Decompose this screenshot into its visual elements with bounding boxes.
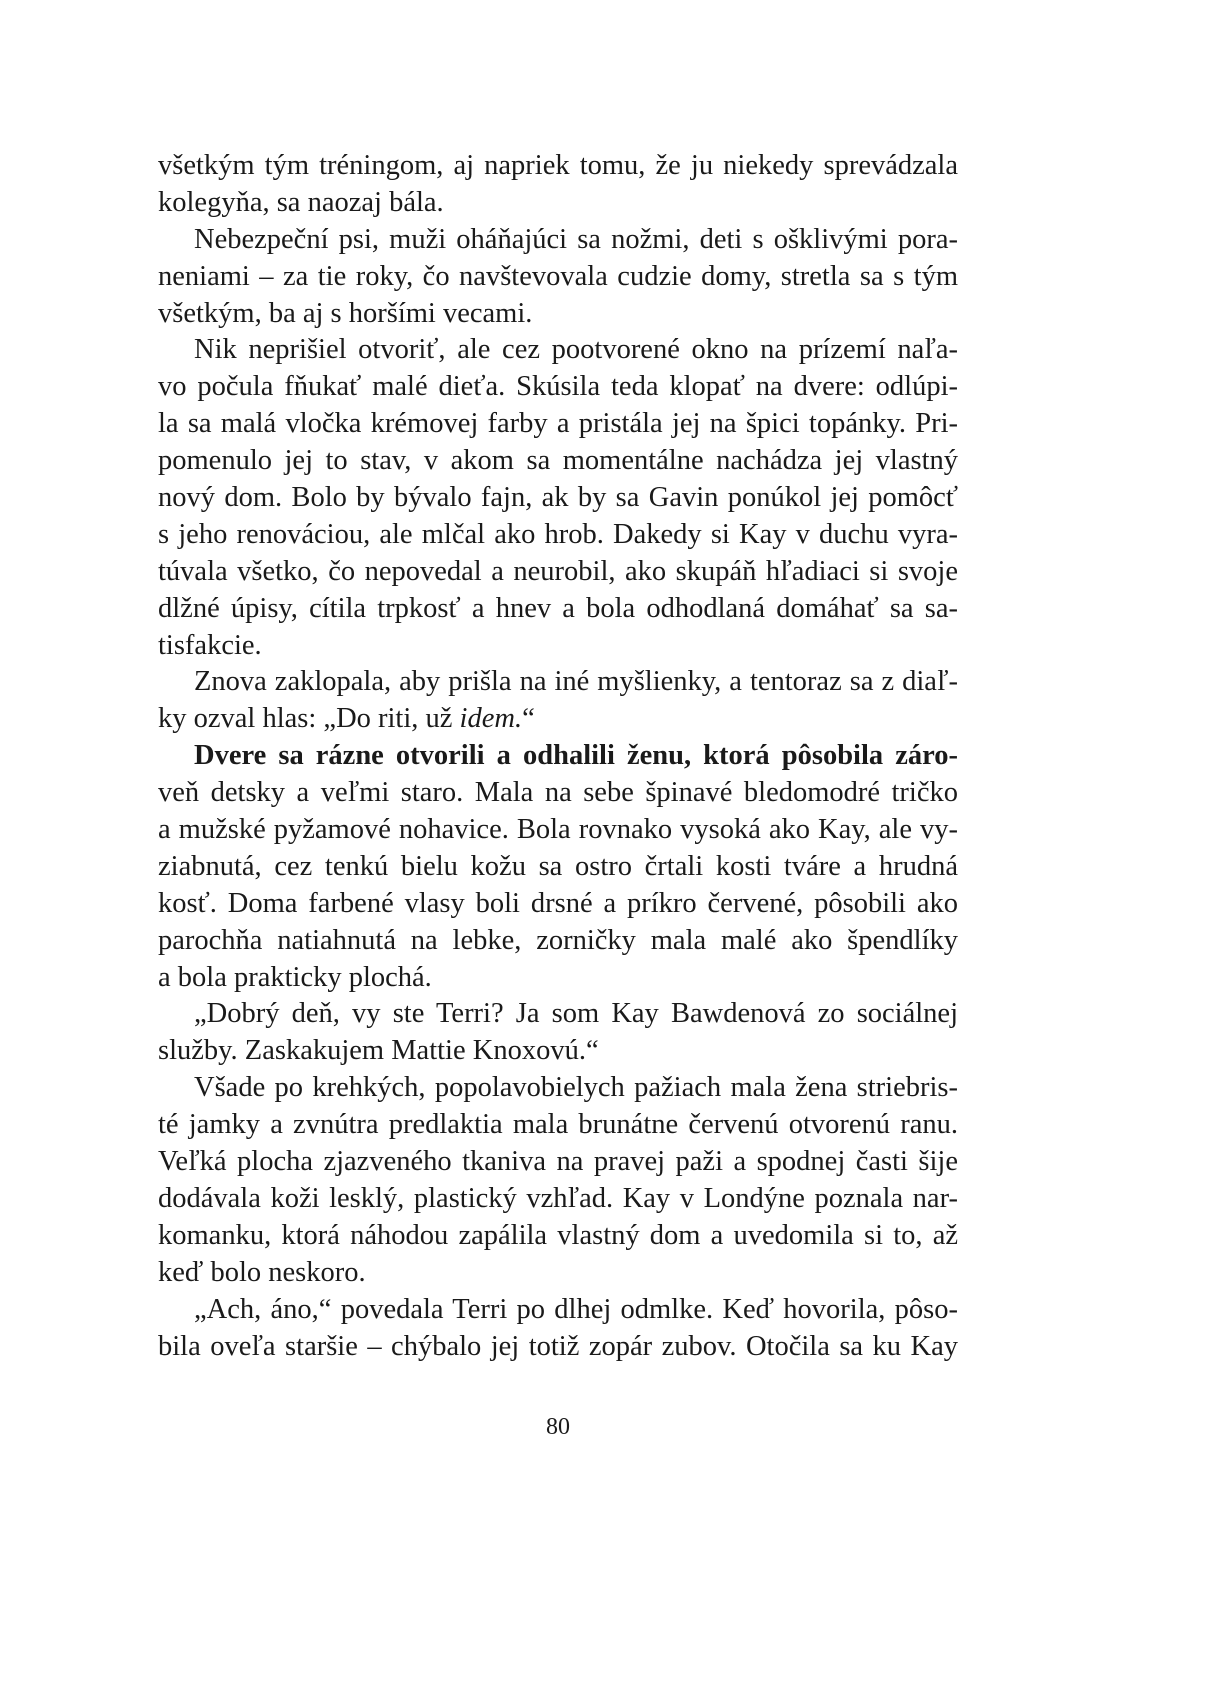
text-line: služby. Zaskakujem Mattie Knoxovú.“: [158, 1035, 599, 1067]
italic-word: idem.: [459, 703, 523, 735]
text-line: dodávala koži lesklý, plastický vzhľad. Kay v Londýne poznala nar-: [158, 1182, 958, 1214]
text-line: a mužské pyžamové nohavice. Bola rovnako vysoká ako Kay, ale vy-: [158, 814, 958, 846]
text-line-with-italic: [158, 701, 958, 738]
text-line: té jamky a zvnútra predlaktia mala brunátne červenú otvorenú ranu.: [158, 1109, 958, 1141]
text-line: tisfakcie.: [158, 629, 262, 661]
text-line: veň detsky a veľmi staro. Mala na sebe špinavé bledomodré tričko: [158, 777, 958, 809]
text-line: nový dom. Bolo by bývalo fajn, ak by sa Gavin ponúkol jej pomôcť: [158, 482, 958, 514]
text-line: Nik neprišiel otvoriť, ale cez pootvorené okno na prízemí naľa-: [194, 334, 958, 366]
text-line: pomenulo jej to stav, v akom sa momentálne nachádza jej vlastný: [158, 445, 958, 477]
text-line: bila oveľa staršie – chýbalo jej totiž zopár zubov. Otočila sa ku Kay: [158, 1330, 958, 1362]
text-line: „Ach, áno,“ povedala Terri po dlhej odmlke. Keď hovorila, pôso-: [194, 1293, 958, 1325]
text-line: dlžné úpisy, cítila trpkosť a hnev a bola odhodlaná domáhať sa sa-: [158, 592, 958, 624]
text-segment: ky ozval hlas: „Do riti, už: [158, 703, 460, 735]
text-line: Všade po krehkých, popolavobielych pažiach mala žena striebris-: [194, 1072, 958, 1104]
text-line: kosť. Doma farbené vlasy boli drsné a príkro červené, pôsobili ako: [158, 887, 958, 919]
text-line: Veľká plocha zjazveného tkaniva na pravej paži a spodnej časti šije: [158, 1146, 958, 1178]
text-line: „Dobrý deň, vy ste Terri? Ja som Kay Bawdenová zo sociálnej: [194, 998, 958, 1030]
text-line: komanku, ktorá náhodou zapálila vlastný dom a uvedomila si to, až: [158, 1219, 958, 1251]
text-line: neniami – za tie roky, čo navštevovala cudzie domy, stretla sa s tým: [158, 260, 958, 292]
text-line: všetkým tým tréningom, aj napriek tomu, že ju niekedy sprevádzala: [158, 150, 958, 181]
text-line: s jeho renováciou, ale mlčal ako hrob. Dakedy si Kay v duchu vyra-: [158, 518, 958, 550]
text-line: keď bolo neskoro.: [158, 1256, 366, 1288]
text-line-bold: Dvere sa rázne otvorili a odhalili ženu, ktorá pôsobila záro-: [194, 740, 958, 772]
page-number: 80: [546, 1414, 570, 1440]
text-line: vo počula fňukať malé dieťa. Skúsila teda klopať na dvere: odlúpi-: [158, 371, 958, 403]
text-line: túvala všetko, čo nepovedal a neurobil, ako skupáň hľadiaci si svoje: [158, 555, 958, 587]
text-line: Znova zaklopala, aby prišla na iné myšlienky, a tentoraz sa z diaľ-: [194, 666, 958, 698]
text-line: kolegyňa, sa naozaj bála.: [158, 186, 444, 218]
closing-quote: “: [522, 703, 535, 735]
text-line: ziabnutá, cez tenkú bielu kožu sa ostro črtali kosti tváre a hrudná: [158, 850, 958, 882]
text-line: a bola prakticky plochá.: [158, 961, 432, 993]
body-text: [158, 148, 958, 1365]
text-line: Nebezpeční psi, muži oháňajúci sa nožmi, deti s ošklivými pora-: [194, 223, 958, 255]
text-line: parochňa natiahnutá na lebke, zorničky mala malé ako špendlíky: [158, 924, 958, 956]
text-line: všetkým, ba aj s horšími vecami.: [158, 297, 533, 329]
text-line: la sa malá vločka krémovej farby a pristála jej na špici topánky. Pri-: [158, 408, 958, 440]
